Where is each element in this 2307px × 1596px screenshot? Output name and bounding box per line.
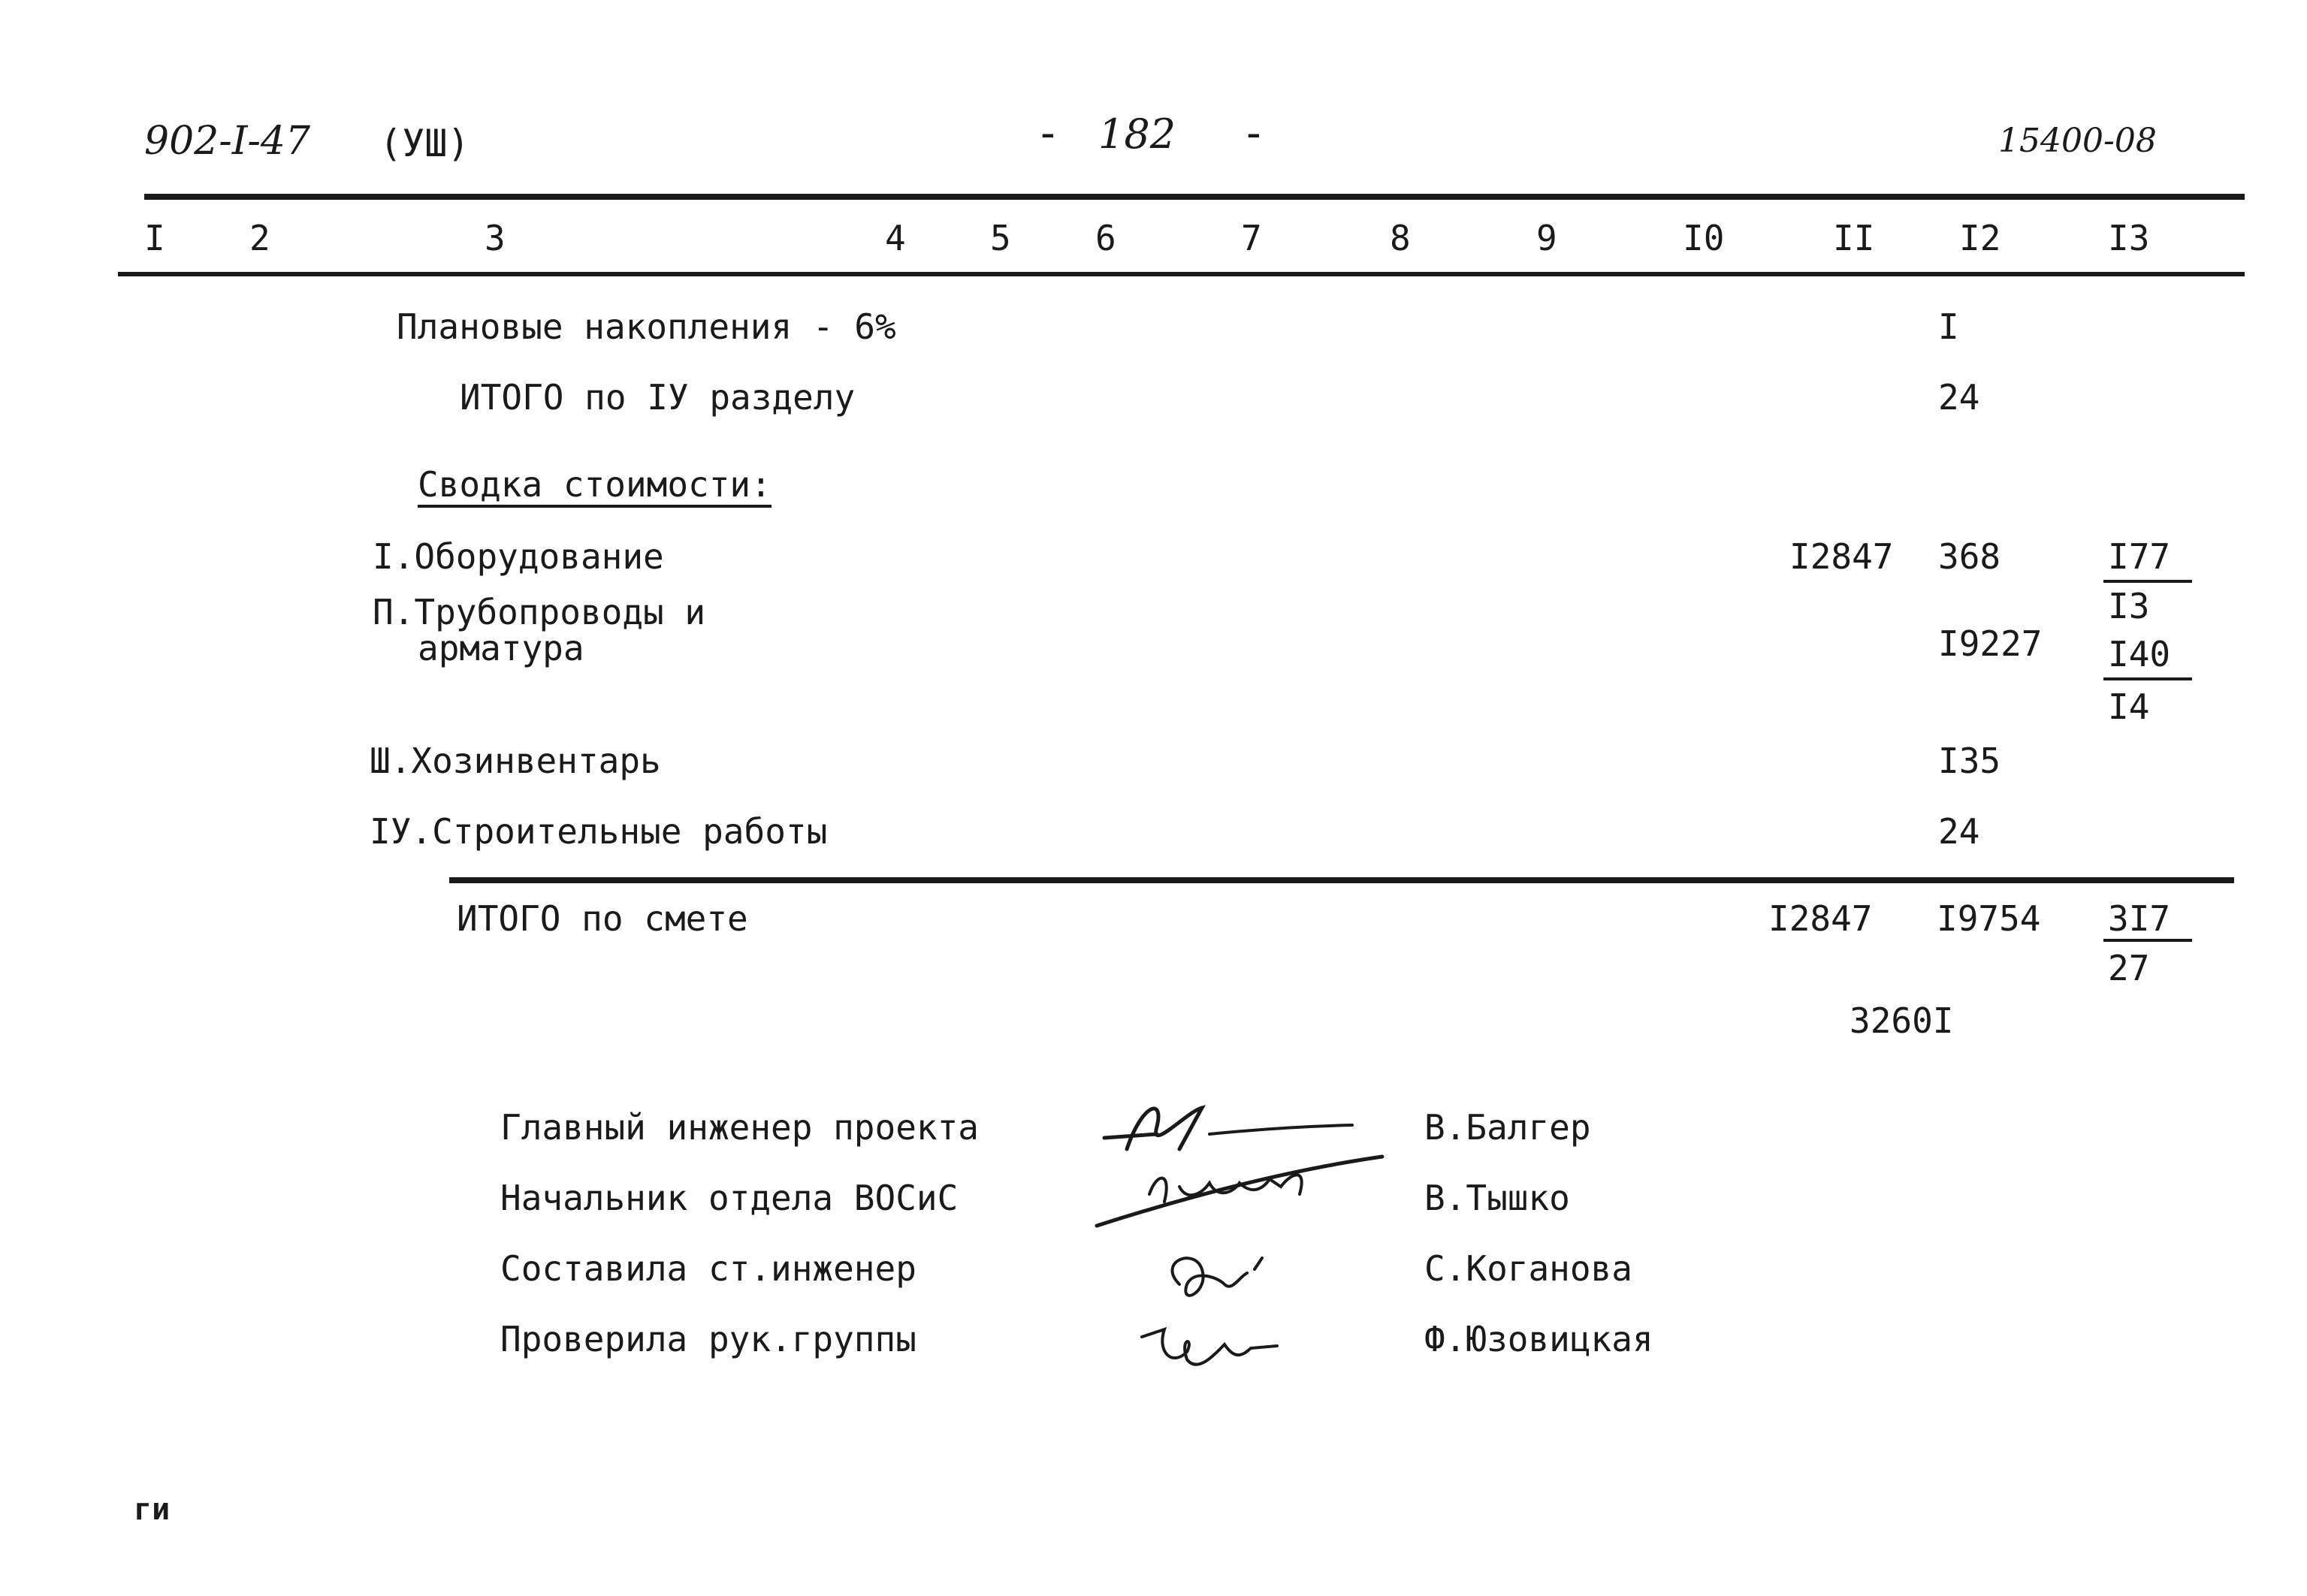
estimate-total-c11: I2847 [1768, 898, 1873, 939]
equipment-c11: I2847 [1789, 536, 1894, 577]
plan-savings-label: Плановые накопления - 6% [397, 306, 896, 347]
pipelines-c13-bottom: I4 [2108, 686, 2150, 727]
col-header-10: I0 [1683, 218, 1725, 258]
signature-name-chief-engineer: В.Балгер [1424, 1107, 1591, 1148]
page-dash-left: - [1035, 109, 1061, 158]
signature-role-compiler: Составила ст.инженер [500, 1248, 916, 1289]
signature-name-checker: Ф.Юзовицкая [1424, 1319, 1653, 1359]
inventory-label: Ш.Хозинвентарь [370, 741, 661, 781]
volume-label: (УШ) [379, 122, 470, 165]
col-header-3: 3 [485, 218, 506, 258]
footer-mark: ги [134, 1492, 171, 1527]
archive-stamp: 15400-08 [1998, 122, 2157, 160]
construction-c12: 24 [1938, 811, 1980, 852]
page-number: 182 [1098, 110, 1176, 158]
equipment-c12: 368 [1938, 536, 2001, 577]
grand-total: 3260I [1850, 1000, 1954, 1041]
col-header-13: I3 [2108, 218, 2150, 258]
estimate-total-c13-top: 3I7 [2108, 898, 2171, 939]
estimate-total-label: ИТОГО по смете [457, 898, 748, 939]
handwritten-signature-2 [1082, 1142, 1397, 1239]
construction-label: IУ.Строительные работы [370, 811, 828, 852]
inventory-c12: I35 [1938, 741, 2001, 781]
col-header-7: 7 [1241, 218, 1262, 258]
col-header-4: 4 [885, 218, 906, 258]
doc-code: 902-I-47 [144, 119, 311, 164]
header-bottom-rule [118, 272, 2245, 276]
signature-role-department-head: Начальник отдела ВОСиС [500, 1178, 959, 1218]
estimate-total-c13-bottom: 27 [2108, 948, 2150, 988]
col-header-6: 6 [1095, 218, 1116, 258]
pipelines-fraction-line [2103, 677, 2192, 680]
summary-heading: Сводка стоимости: [418, 467, 772, 508]
equipment-fraction-line [2103, 580, 2192, 583]
col-header-2: 2 [249, 218, 270, 258]
total-rule [449, 877, 2234, 883]
estimate-total-c12: I9754 [1937, 898, 2041, 939]
signature-name-compiler: С.Коганова [1424, 1248, 1632, 1289]
pipelines-label-line2: арматура [418, 628, 584, 668]
equipment-c13-top: I77 [2108, 536, 2171, 577]
col-header-9: 9 [1536, 218, 1557, 258]
estimate-total-fraction-line [2103, 939, 2192, 942]
col-header-1: I [144, 218, 165, 258]
equipment-label: I.Оборудование [373, 536, 664, 577]
col-header-11: II [1833, 218, 1875, 258]
section4-total-c12: 24 [1938, 377, 1980, 418]
plan-savings-c12: I [1938, 306, 1959, 347]
col-header-5: 5 [990, 218, 1011, 258]
handwritten-signature-4 [1127, 1307, 1292, 1389]
page-dash-right: - [1241, 109, 1267, 158]
section4-total-label: ИТОГО по IУ разделу [460, 377, 856, 418]
col-header-12: I2 [1959, 218, 2001, 258]
signature-name-department-head: В.Тышко [1424, 1178, 1570, 1218]
col-header-8: 8 [1390, 218, 1411, 258]
equipment-c13-bottom: I3 [2108, 586, 2150, 626]
pipelines-c13-top: I40 [2108, 634, 2171, 674]
top-rule [144, 194, 2245, 200]
pipelines-label-line1: П.Трубопроводы и [373, 592, 706, 632]
pipelines-c12: I9227 [1938, 623, 2043, 664]
signature-role-checker: Проверила рук.группы [500, 1319, 916, 1359]
signature-role-chief-engineer: Главный инженер проекта [500, 1107, 979, 1148]
